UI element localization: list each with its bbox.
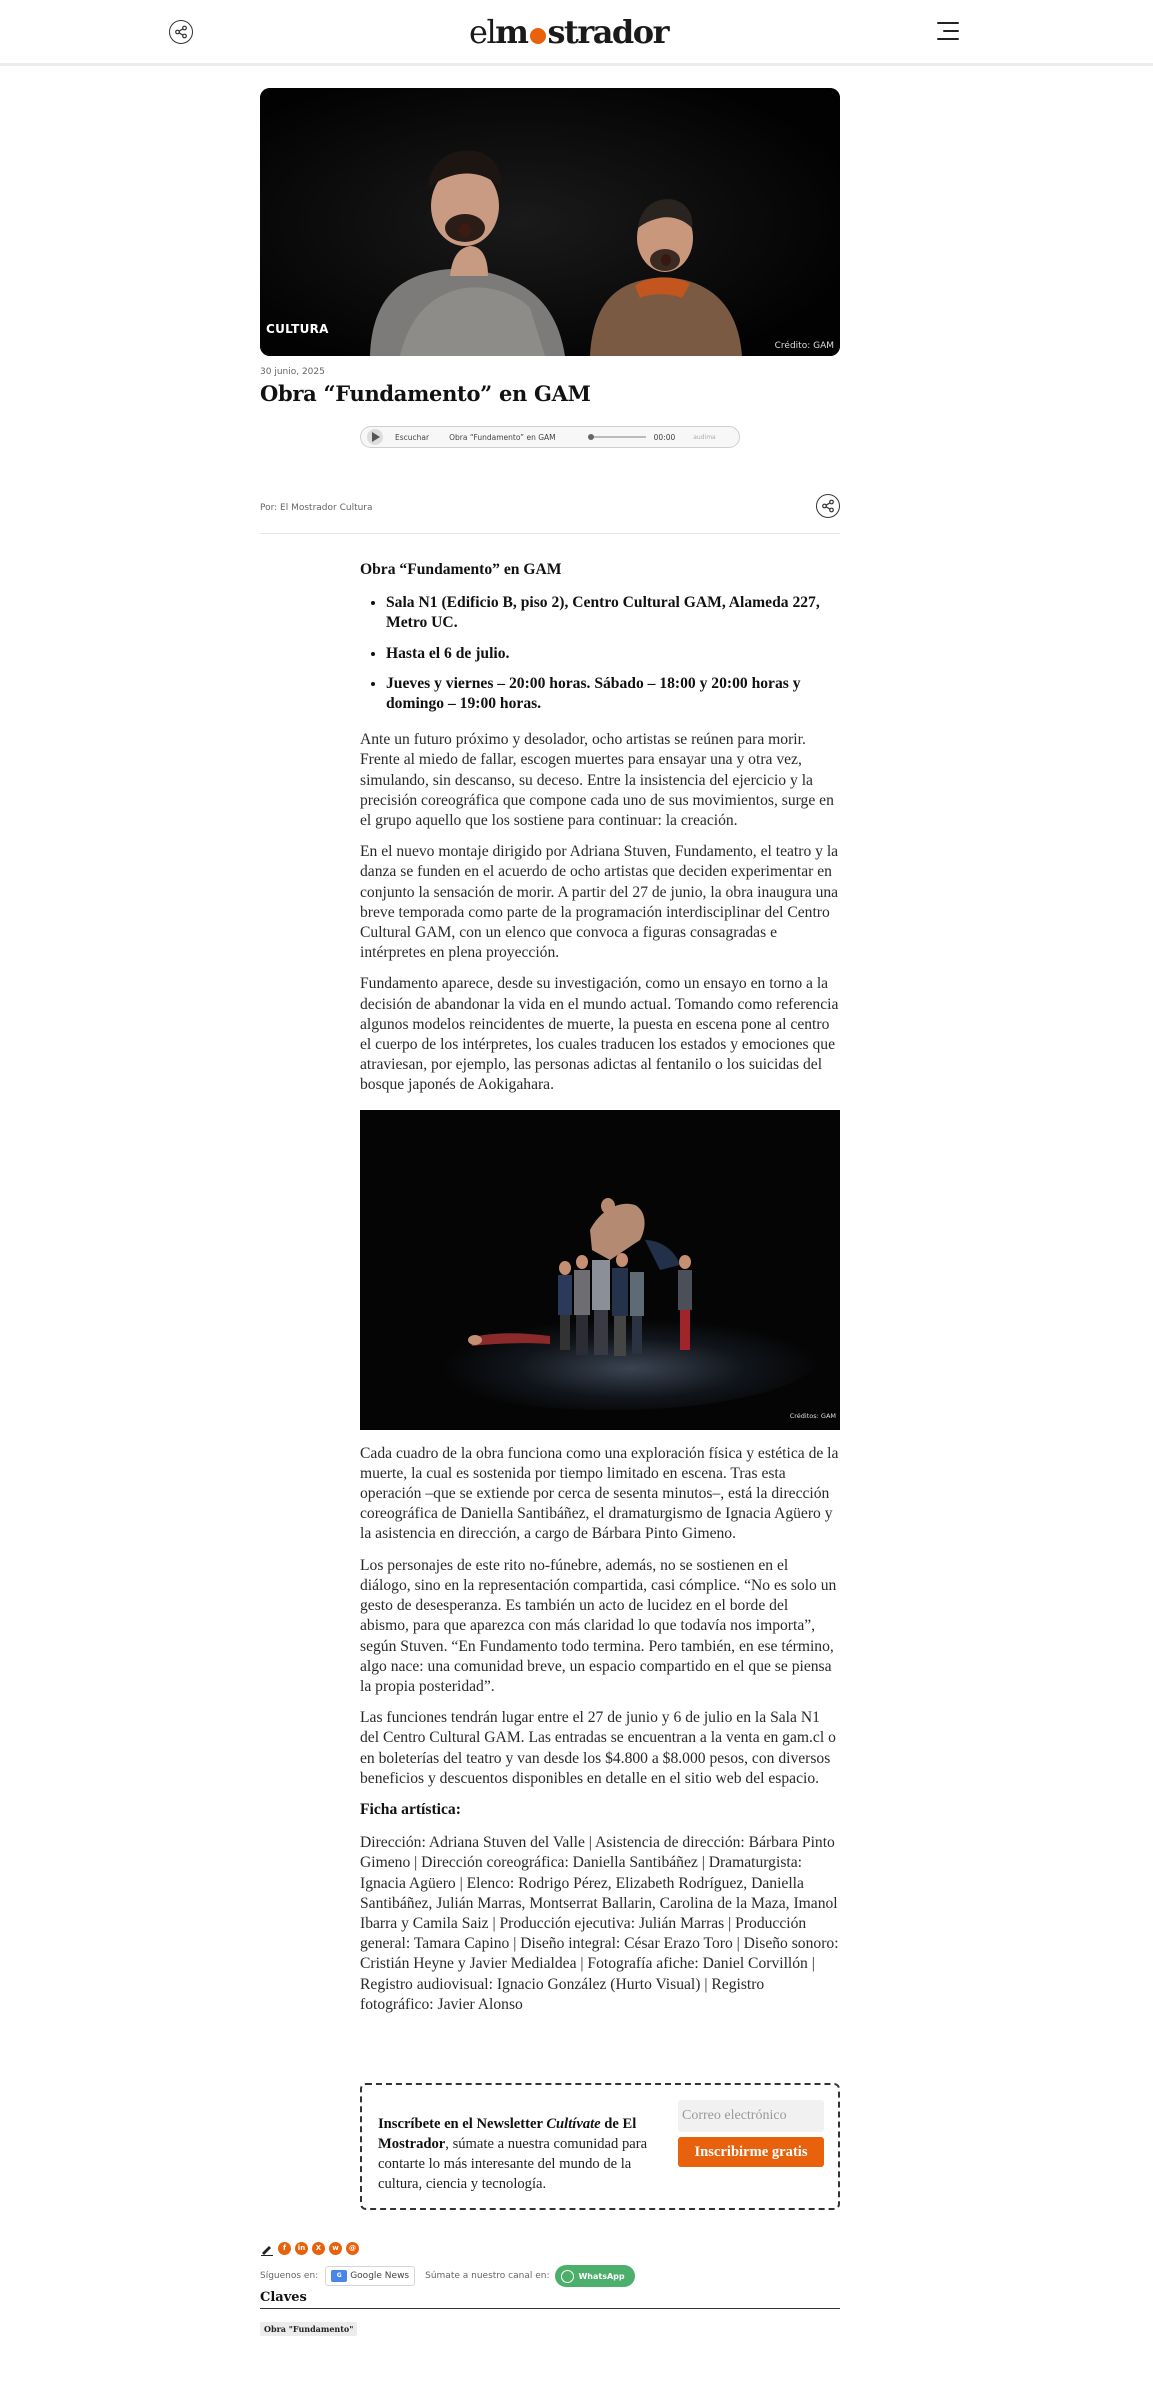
share-icon[interactable]	[169, 20, 193, 44]
divider	[260, 533, 840, 534]
section-label[interactable]: CULTURA	[266, 322, 329, 336]
share-glyph	[174, 25, 188, 39]
whatsapp-label: WhatsApp	[578, 2271, 625, 2281]
article-figure	[360, 1110, 840, 1430]
whatsapp-icon	[561, 2270, 574, 2283]
google-news-icon: G	[331, 2270, 347, 2282]
logo-text-strador: strador	[547, 13, 668, 51]
google-news-label: Google News	[350, 2271, 410, 2281]
share-bar	[260, 2241, 363, 2255]
body-heading: Obra “Fundamento” en GAM	[360, 561, 562, 578]
stage-photo	[360, 1110, 840, 1430]
pen-icon	[260, 2241, 274, 2255]
paragraph: En el nuevo montaje dirigido por Adriana Stuven, Fundamento, el teatro y la danza se funden en el acuerdo de ocho artistas que deciden experimentar en conjunto la sensación de morir. A partir del 27 de junio, la obra inaugura una breve temporada como parte de la programación interdisciplinar del Centro Cultural GAM, con un elenco que convoca a figuras consagradas e intérpretes en plena proyección.	[360, 843, 839, 962]
subscribe-button[interactable]: Inscribirme gratis	[678, 2137, 824, 2167]
facebook-icon[interactable]: f	[278, 2242, 291, 2255]
linkedin-icon[interactable]: in	[295, 2242, 308, 2255]
listen-label: Escuchar	[395, 432, 430, 442]
newsletter-lead: Inscríbete en el Newsletter	[378, 2116, 547, 2132]
article-title: Obra “Fundamento” en GAM	[260, 381, 591, 406]
claves-title: Claves	[260, 2290, 307, 2305]
newsletter-description: , súmate a nuestra comunidad para contarte lo más interesante del mundo de la cultura, ciencia y tecnología.	[378, 2136, 648, 2192]
site-logo[interactable]	[469, 12, 668, 52]
track-title: Obra “Fundamento” en GAM	[449, 432, 556, 442]
share-glyph	[821, 499, 835, 513]
details-item-venue: • Sala N1 (Edificio B, piso 2), Centro Cultural GAM, Alameda 227, Metro UC.	[386, 593, 840, 633]
player-brand[interactable]: audima	[693, 433, 716, 441]
hero-credit: Crédito: GAM	[774, 341, 834, 351]
newsletter-box	[360, 2083, 840, 2210]
details-item-schedule: • Jueves y viernes – 20:00 horas. Sábado – 18:00 y 20:00 horas y domingo – 19:00 horas.	[386, 674, 840, 714]
claves-divider	[260, 2308, 840, 2309]
logo-text-el: el	[469, 13, 496, 51]
share-icon[interactable]	[816, 494, 840, 518]
player-time: 00:00	[653, 432, 676, 442]
menu-icon[interactable]	[937, 22, 959, 40]
whatsapp-share-icon[interactable]: w	[329, 2242, 342, 2255]
email-icon[interactable]: @	[346, 2242, 359, 2255]
google-news-button[interactable]	[325, 2266, 415, 2286]
tag-chip[interactable]: Obra "Fundamento"	[260, 2322, 357, 2336]
audio-player	[360, 426, 740, 448]
details-list	[386, 593, 840, 714]
site-header	[0, 0, 1153, 66]
paragraph: Cada cuadro de la obra funciona como una exploración física y estética de la muerte, la cual es sostenida por tiempo limitado en escena. Tras esta operación –que se extiende por cerca de sesenta minutos–, está la dirección coreográfica de Daniella Santibáñez, el dramaturgismo de Ignacia Agüero y la asistencia en dirección, a cargo de Bárbara Pinto Gimeno.	[360, 1444, 839, 1543]
figure-credit: Créditos: GAM	[789, 1412, 836, 1421]
progress-slider[interactable]	[588, 436, 646, 438]
channel-label: Súmate a nuestro canal en:	[425, 2271, 550, 2281]
ficha-heading: Ficha artística:	[360, 1800, 461, 1818]
newsletter-lead-2: de El Mostrador	[378, 2116, 637, 2152]
byline[interactable]: Por: El Mostrador Cultura	[260, 503, 373, 513]
hero-image	[260, 88, 840, 356]
paragraph: Los personajes de este rito no-fúnebre, además, no se sostienen en el diálogo, sino en la representación compartida, casi cómplice. “No es solo un gesto de desesperanza. Es también un acto de lucidez en el borde del abismo, para que aparezca con más claridad lo que todavía nos importa”, según Stuven. “En Fundamento todo termina. Pero también, en ese término, algo nace: una comunidad breve, un espacio compartido en el que se piensa la propia posteridad”.	[360, 1556, 837, 1695]
email-field[interactable]: Correo electrónico	[678, 2100, 824, 2132]
follow-label: Síguenos en:	[260, 2271, 319, 2281]
hero-photo	[260, 88, 840, 356]
article-date: 30 junio, 2025	[260, 367, 325, 377]
play-icon[interactable]	[367, 429, 383, 445]
newsletter-name: Cultívate	[546, 2116, 601, 2132]
whatsapp-channel-button[interactable]	[555, 2265, 634, 2287]
logo-text-m: m	[495, 13, 528, 51]
follow-row	[260, 2265, 635, 2287]
ficha-text: Dirección: Adriana Stuven del Valle | Asistencia de dirección: Bárbara Pinto Gimeno | Dirección coreográfica: Daniella Santibáñez | Dramaturgista: Ignacia Agüero | Elenco: Rodrigo Pérez, Elizabeth Rodríguez, Daniella Santibáñez, Julián Marras, Montserrat Ballarin, Carolina de la Maza, Imanol Ibarra y Camila Saiz | Producción ejecutiva: Julián Marras | Producción general: Tamara Capino | Diseño integral: César Erazo Toro | Diseño sonoro: Cristián Heyne y Javier Medialdea | Fotografía afiche: Daniel Corvillón | Registro audiovisual: Ignacio González (Hurto Visual) | Registro fotográfico: Javier Alonso	[360, 1834, 839, 2013]
paragraph: Ante un futuro próximo y desolador, ocho artistas se reúnen para morir. Frente al miedo de fallar, escogen muertes para ensayar una y otra vez, simulando, sin descanso, su deceso. Entre la insistencia del ejercicio y la precisión coreográfica que compone cada uno de sus movimientos, surge en el grupo aquello que los sostiene para continuar: la creación.	[360, 731, 834, 830]
paragraph: Las funciones tendrán lugar entre el 27 de junio y 6 de julio en la Sala N1 del Centro Cultural GAM. Las entradas se encuentran a la venta en gam.cl o en boleterías del teatro y van desde los $4.800 a $8.000 pesos, con diversos beneficios y descuentos disponibles en detalle en el sitio web del espacio.	[360, 1709, 836, 1787]
x-icon[interactable]: X	[312, 2242, 325, 2255]
paragraph: Fundamento aparece, desde su investigación, como un ensayo en torno a la decisión de abandonar la vida en el mundo actual. Tomando como referencia algunos modelos reincidentes de muerte, la puesta en escena pone al centro el cuerpo de los intérpretes, los cuales traducen los estados y emociones que atraviesan, por ejemplo, las personas adictas al fentanilo o los suicidas del bosque japonés de Aokigahara.	[360, 975, 839, 1094]
article-body	[360, 560, 840, 2026]
details-item-dates: • Hasta el 6 de julio.	[386, 644, 840, 664]
logo-dot	[530, 28, 546, 44]
newsletter-text	[378, 2114, 674, 2194]
